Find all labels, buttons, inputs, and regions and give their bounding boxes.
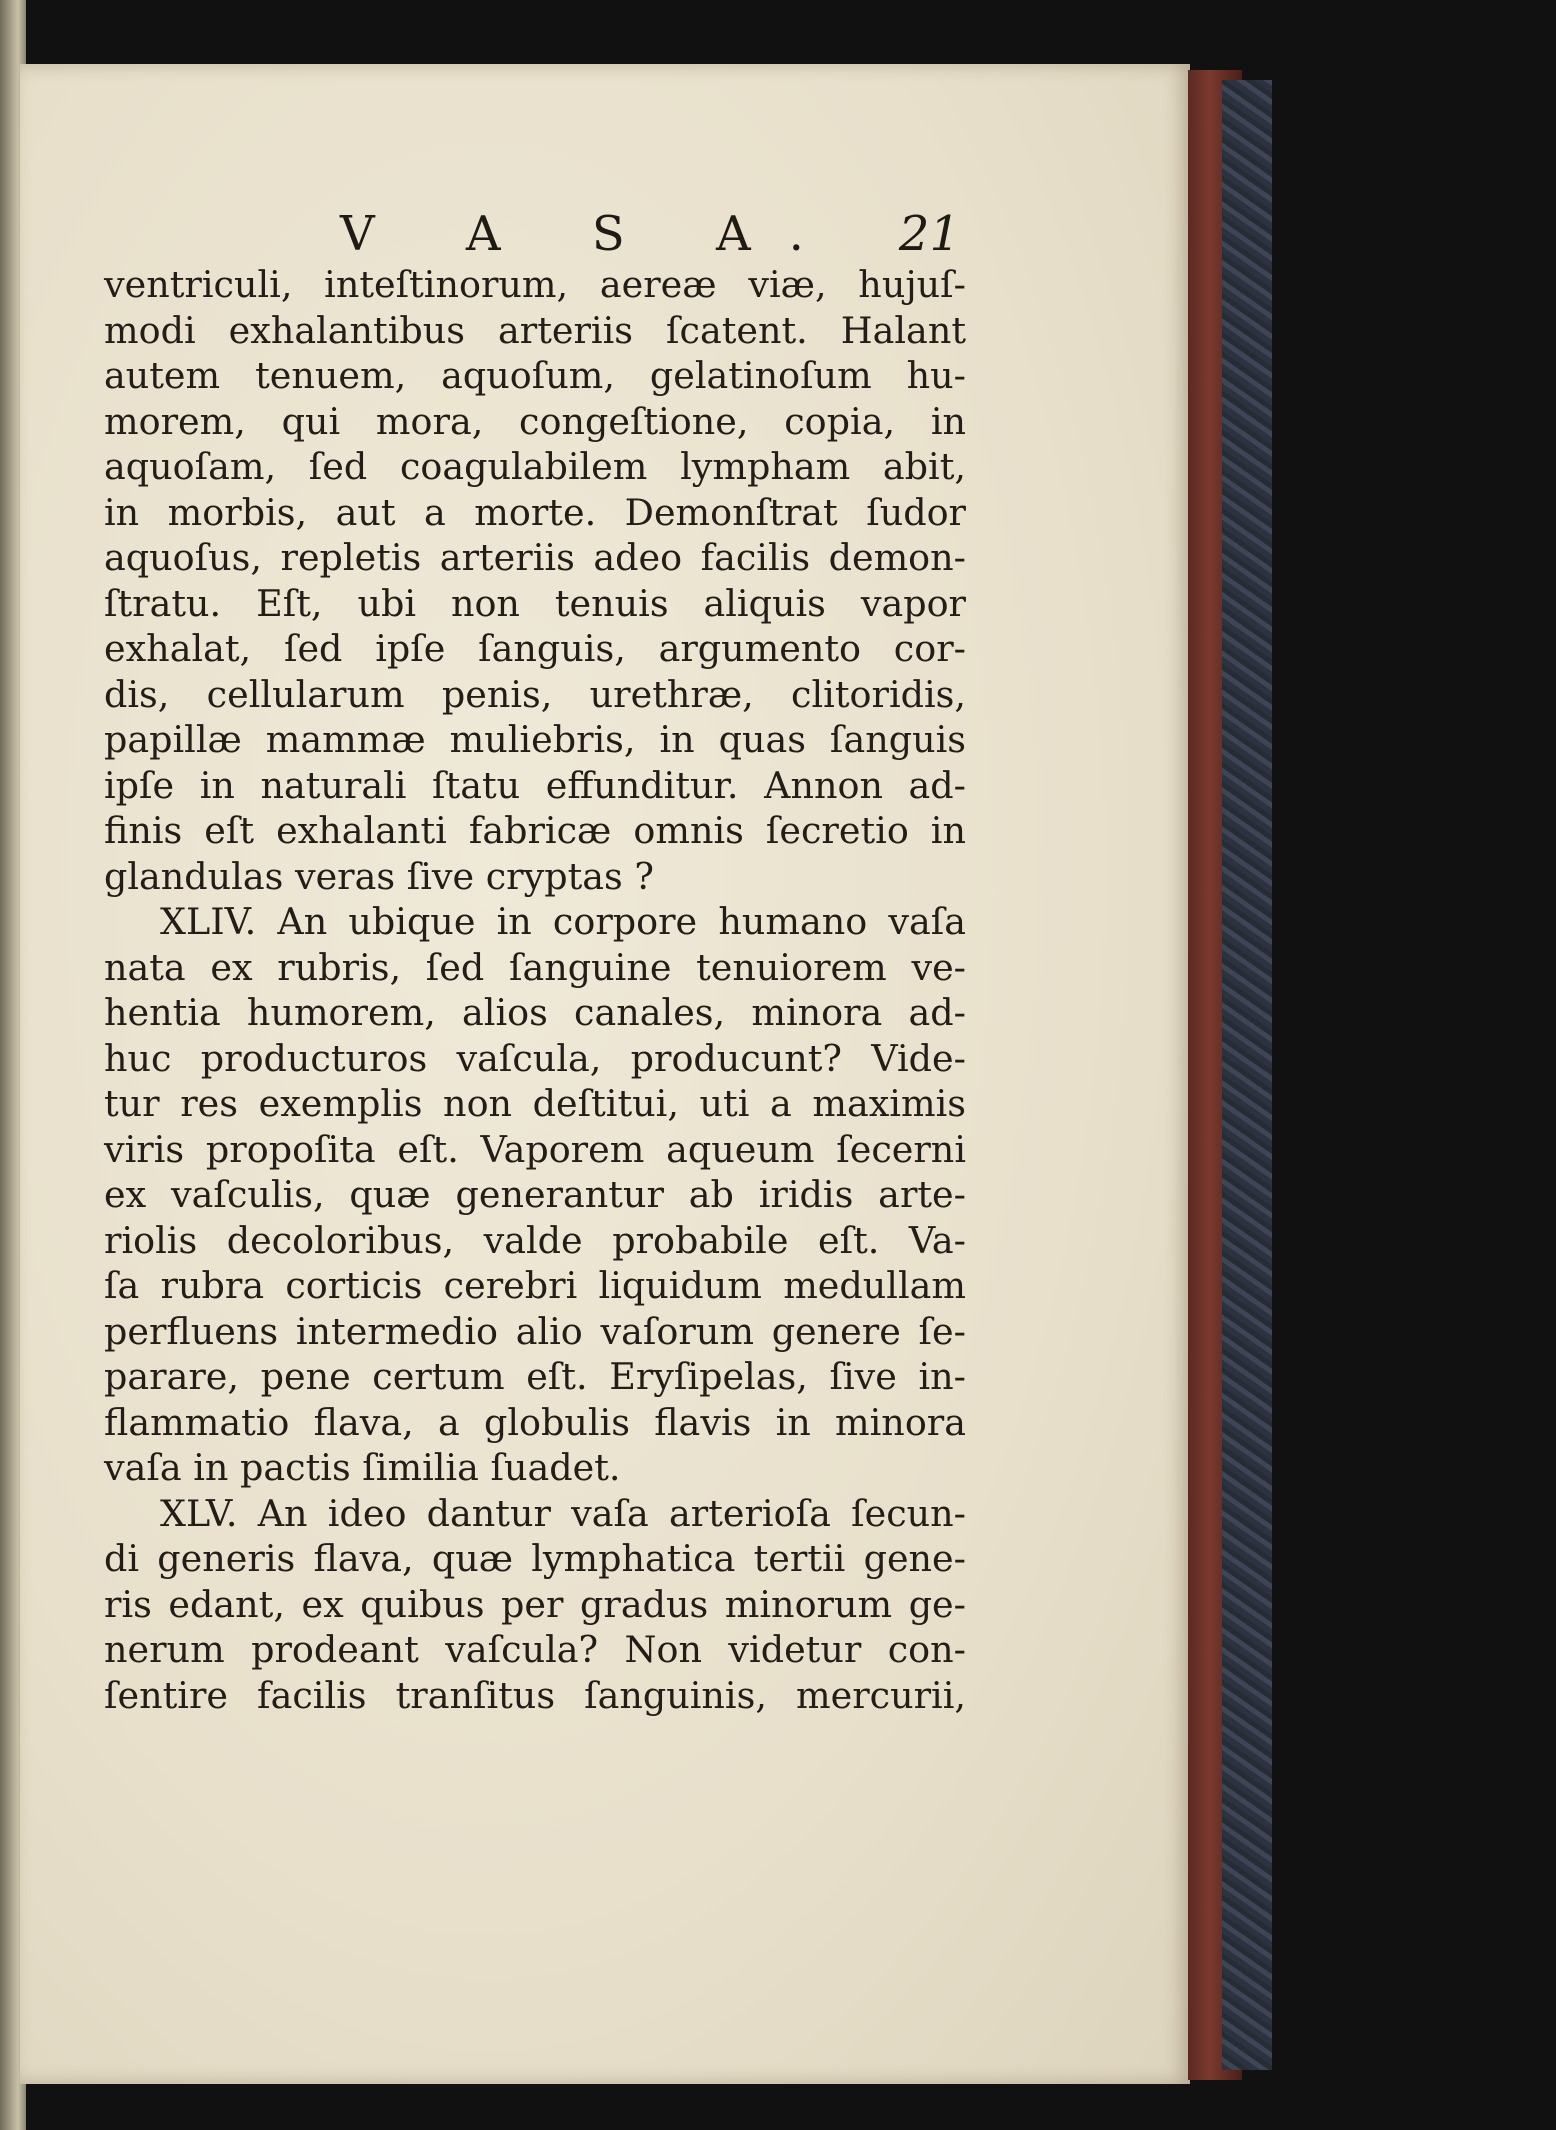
text-line: huc producturos vaſcula, producunt? Vide- bbox=[104, 1036, 966, 1080]
text-line: aquoſam, ſed coagulabilem lympham abit, bbox=[104, 445, 966, 488]
text-line: flammatio flava, a globulis flavis in minora bbox=[104, 1400, 966, 1444]
body-text bbox=[104, 262, 966, 1718]
text-line: ſa rubra corticis cerebri liquidum medullam bbox=[104, 1264, 966, 1307]
text-line: riolis decoloribus, valde probabile eſt. Va- bbox=[104, 1218, 966, 1262]
text-line: in morbis, aut a morte. Demonſtrat ſudor bbox=[104, 490, 966, 534]
text-line: ex vaſculis, quæ generantur ab iridis arte- bbox=[104, 1173, 966, 1216]
text-line: nerum prodeant vaſcula? Non videtur con- bbox=[104, 1628, 966, 1671]
text-line: vaſa in pactis ſimilia ſuadet. bbox=[104, 1446, 621, 1489]
section-heading-line: XLV. An ideo dantur vaſa arterioſa ſecun- bbox=[160, 1491, 966, 1535]
text-line: nata ex rubris, ſed ſanguine tenuiorem ve- bbox=[104, 945, 966, 989]
running-head bbox=[340, 206, 980, 266]
text-line: ventriculi, inteſtinorum, aereæ viæ, hujuſ- bbox=[104, 263, 966, 306]
text-line: ipſe in naturali ſtatu effunditur. Annon ad- bbox=[104, 763, 966, 807]
text-line: autem tenuem, aquoſum, gelatinoſum hu- bbox=[104, 354, 966, 397]
running-title: V A S A. bbox=[340, 206, 842, 262]
text-line: viris propoſita eſt. Vaporem aqueum ſecerni bbox=[104, 1127, 966, 1171]
text-line: glandulas veras ſive cryptas ? bbox=[104, 854, 654, 898]
text-line: perfluens intermedio alio vaſorum genere ſe- bbox=[104, 1309, 966, 1353]
page-number: 21 bbox=[898, 206, 960, 262]
text-line: modi exhalantibus arteriis ſcatent. Halant bbox=[104, 308, 966, 352]
text-line: di generis flava, quæ lymphatica tertii gene- bbox=[104, 1537, 966, 1580]
text-line: hentia humorem, alios canales, minora ad- bbox=[104, 991, 966, 1034]
text-line: ris edant, ex quibus per gradus minorum ge- bbox=[104, 1582, 966, 1626]
text-line: dis, cellularum penis, urethræ, clitoridis, bbox=[104, 672, 966, 716]
text-line: papillæ mammæ muliebris, in quas ſanguis bbox=[104, 718, 966, 761]
text-line: finis eſt exhalanti fabricæ omnis ſecretio in bbox=[104, 809, 966, 852]
text-line: morem, qui mora, congeſtione, copia, in bbox=[104, 399, 966, 443]
text-line: ſtratu. Eſt, ubi non tenuis aliquis vapor bbox=[104, 581, 966, 625]
cover-board bbox=[1222, 80, 1272, 2070]
text-line: tur res exemplis non deſtitui, uti a maximis bbox=[104, 1082, 966, 1125]
section-heading-line: XLIV. An ubique in corpore humano vaſa bbox=[160, 900, 966, 943]
text-line: parare, pene certum eſt. Eryſipelas, ſive in- bbox=[104, 1355, 966, 1398]
text-line: ſentire facilis tranſitus ſanguinis, mercurii, bbox=[104, 1673, 966, 1717]
text-line: exhalat, ſed ipſe ſanguis, argumento cor- bbox=[104, 627, 966, 670]
text-line: aquoſus, repletis arteriis adeo facilis demon- bbox=[104, 536, 966, 579]
